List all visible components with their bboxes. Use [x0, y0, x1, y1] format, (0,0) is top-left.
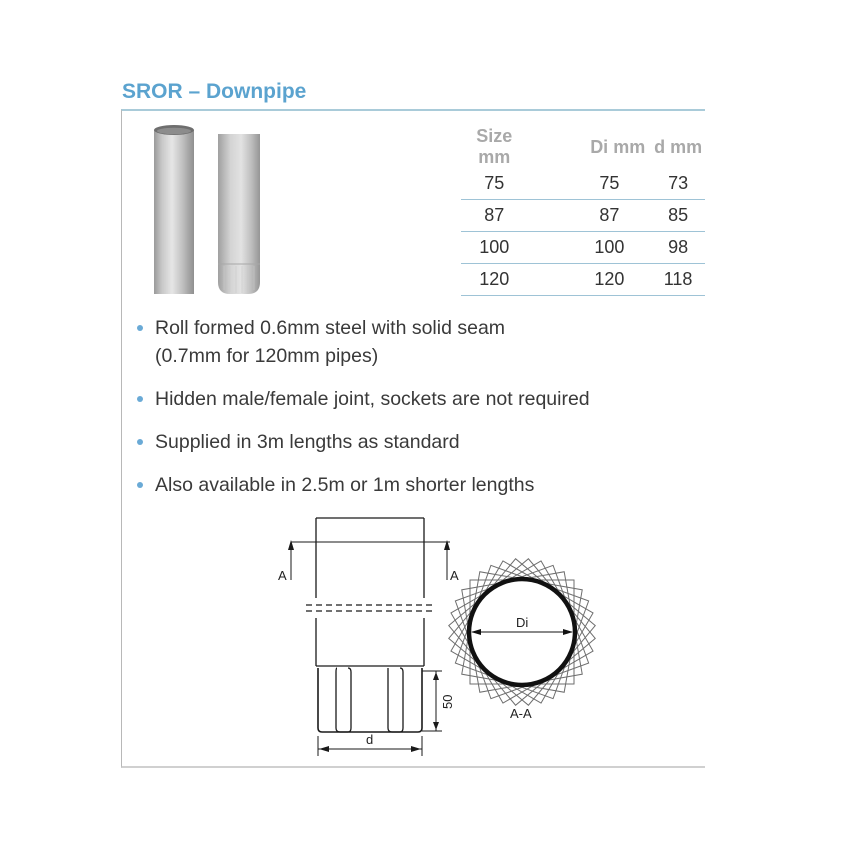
column-header-size: Size mm: [476, 126, 513, 167]
dimension-width-label: d: [366, 732, 374, 747]
table-row: [461, 168, 705, 200]
table-row: [461, 232, 705, 264]
feature-text: Hidden male/female joint, sockets are not required: [155, 388, 590, 410]
downpipe-product-photo-icon: [150, 124, 265, 299]
cell-d: 98: [651, 232, 705, 264]
table-row: [461, 264, 705, 296]
cell-d: 73: [651, 168, 705, 200]
dimension-height-label: 50: [440, 694, 455, 709]
feature-text: Supplied in 3m lengths as standard: [155, 431, 460, 453]
column-header-d: d mm: [654, 136, 703, 157]
list-item: [137, 428, 697, 456]
table-header-row: [461, 126, 705, 168]
bullet-icon: [137, 325, 143, 331]
section-view: [449, 559, 596, 706]
pipe-elevation: [316, 518, 424, 732]
section-marker-right: A: [450, 568, 459, 583]
feature-text: Roll formed 0.6mm steel with solid seam: [155, 317, 506, 339]
cell-di: 100: [527, 232, 651, 264]
cell-size: 100: [461, 232, 527, 264]
cell-d: 85: [651, 200, 705, 232]
cell-di: 75: [527, 168, 651, 200]
dimension-inner-label: Di: [516, 615, 529, 630]
bullet-icon: [137, 439, 143, 445]
cell-size: 75: [461, 168, 527, 200]
list-item: [137, 385, 697, 413]
bullet-icon: [137, 396, 143, 402]
cell-di: 87: [527, 200, 651, 232]
cell-size: 120: [461, 264, 527, 296]
page-title: SROR – Downpipe: [122, 80, 307, 103]
cell-size: 87: [461, 200, 527, 232]
cell-d: 118: [651, 264, 705, 296]
bullet-icon: [137, 482, 143, 488]
feature-text-continued: (0.7mm for 120mm pipes): [155, 345, 379, 367]
feature-list: [137, 314, 697, 514]
column-header-di: Di mm: [590, 136, 646, 157]
feature-text: Also available in 2.5m or 1m shorter lengths: [155, 474, 535, 496]
table-row: [461, 200, 705, 232]
cell-di: 120: [527, 264, 651, 296]
list-item: [137, 471, 697, 499]
technical-drawing: [270, 510, 600, 770]
section-label: A-A: [510, 706, 532, 721]
spec-table: [461, 126, 705, 296]
list-item: [137, 314, 697, 370]
section-marker-left: A: [278, 568, 287, 583]
